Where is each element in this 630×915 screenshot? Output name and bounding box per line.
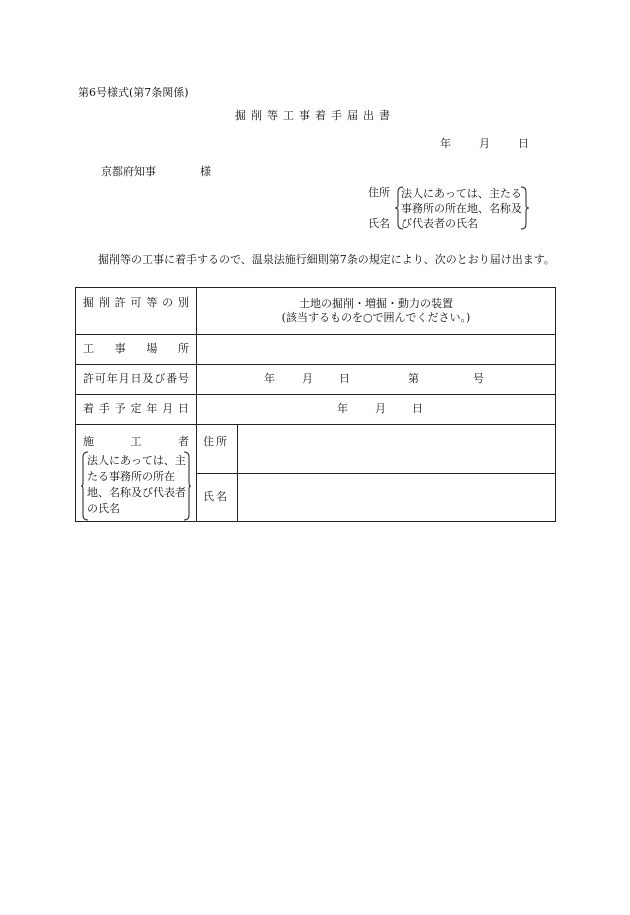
form-number-label: 第6号様式(第7条関係) xyxy=(78,86,189,99)
applicant-block xyxy=(368,186,538,234)
contractor-address-label: 住所 xyxy=(197,425,238,474)
permit-month-label: 月 xyxy=(302,372,313,386)
contractor-address-field[interactable] xyxy=(238,425,556,474)
contractor-label-char-3: 者 xyxy=(178,435,189,448)
table-row-contractor-address xyxy=(76,425,556,474)
addressee xyxy=(101,165,211,179)
date-month-label: 月 xyxy=(479,137,490,150)
permit-year-label: 年 xyxy=(264,372,275,386)
contractor-label-char-1: 施 xyxy=(83,435,94,448)
construction-site-label: 工事場所 xyxy=(76,335,197,365)
permit-day-label: 日 xyxy=(339,372,350,386)
table-row-permit-type xyxy=(76,288,556,335)
permit-type-label: 掘削許可等の別 xyxy=(76,288,197,335)
permit-type-cell[interactable] xyxy=(197,288,556,335)
date-year-label: 年 xyxy=(440,137,451,150)
start-day-label: 日 xyxy=(412,402,423,416)
start-month-label: 月 xyxy=(375,402,386,416)
permit-number-prefix: 第 xyxy=(408,372,419,386)
applicant-note-line-3: び代表者の氏名 xyxy=(401,217,478,230)
applicant-name-label: 氏名 xyxy=(368,217,390,230)
contractor-label-cell xyxy=(76,425,197,522)
table-row-site xyxy=(76,335,556,365)
permit-type-options: 土地の掘削・増掘・動力の装置 xyxy=(299,296,453,310)
notification-table xyxy=(75,287,556,522)
contractor-label xyxy=(76,425,196,449)
applicant-note-line-1: 法人にあっては、主たる xyxy=(401,187,522,200)
planned-start-date-field[interactable] xyxy=(197,395,556,425)
permit-date-number-label: 許可年月日及び番号 xyxy=(76,365,197,395)
date-day-label: 日 xyxy=(518,137,529,150)
contractor-note: 法人にあっては、主たる事務所の所在地、名称及び代表者の氏名 xyxy=(87,454,186,516)
applicant-address-label: 住所 xyxy=(368,186,390,199)
applicant-note-line-2: 事務所の所在地、名称及 xyxy=(401,202,522,215)
contractor-name-field[interactable] xyxy=(238,473,556,522)
applicant-note xyxy=(401,186,522,231)
body-statement: 掘削等の工事に着手するので、温泉法施行細則第7条の規定により、次のとおり届け出ます。 xyxy=(98,253,555,266)
planned-start-date-label: 着手予定年月日 xyxy=(76,395,197,425)
table-row-permit-date xyxy=(76,365,556,395)
permit-date-number-field[interactable] xyxy=(197,365,556,395)
submission-date xyxy=(440,137,529,151)
addressee-honorific: 様 xyxy=(200,165,211,178)
permit-number-suffix: 号 xyxy=(473,372,484,386)
permit-type-instruction: (該当するものを○で囲んでください。) xyxy=(281,311,471,324)
addressee-name: 京都府知事 xyxy=(101,165,156,178)
table-row-start-date xyxy=(76,395,556,425)
document-title: 掘削等工事着手届出書 xyxy=(235,109,395,122)
construction-site-field[interactable] xyxy=(197,335,556,365)
start-year-label: 年 xyxy=(337,402,348,416)
contractor-label-char-2: 工 xyxy=(130,435,142,448)
contractor-name-label: 氏名 xyxy=(197,473,238,522)
